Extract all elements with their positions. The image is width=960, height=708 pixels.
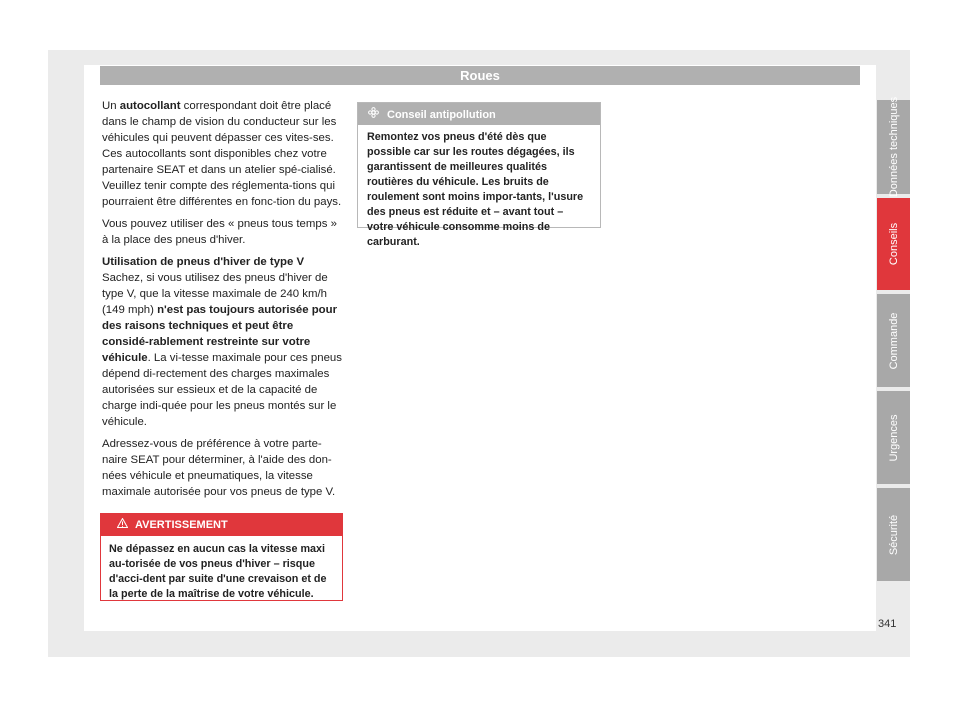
- tab-commande[interactable]: [877, 294, 910, 387]
- tab-label: Conseils: [887, 222, 900, 266]
- subheading: [102, 254, 342, 270]
- subheading-text: Utilisation de pneus d'hiver de type V: [102, 256, 305, 268]
- tab-urgences[interactable]: [877, 391, 910, 484]
- paragraph-contact: Adressez-vous de préférence à votre parte-naire SEAT pour déterminer, à l'aide des don-nées véhicule et pneumatiques, la vitesse maximale autorisée pour vos pneus de type V.: [102, 438, 336, 498]
- warning-text: Ne dépassez en aucun cas la vitesse maxi au-torisée de vos pneus d'hiver – risque d'acci-dent par suite d'une crevaison et de la perte de la maîtrise de votre véhicule.: [109, 543, 327, 600]
- tab-label: Données techniques: [887, 96, 900, 198]
- tip-title: Conseil antipollution: [387, 109, 496, 121]
- bold-warning-text: n'est pas toujours autorisée pour des raisons techniques et peut être considé-rablement restreinte sur votre véhicule: [102, 304, 338, 364]
- paragraph-text: . La vi-tesse maximale pour ces pneus dépend di-rectement des charges maximales autorisées sur essieux et de la capacité de charge indi-quée pour les pneus montés sur le véhicule.: [102, 352, 342, 428]
- warning-box: [100, 513, 343, 601]
- tab-conseils[interactable]: [877, 198, 910, 290]
- tip-text: Remontez vos pneus d'été dès que possible car sur les routes dégagées, ils garantissent de meilleures qualités routières du véhicule. Les bruits de roulement sont moins impor-tants, l'usure des pneus est réduite et – avant tout – votre véhicule consomme moins de carburant.: [367, 131, 584, 248]
- paragraph-text: correspondant doit être placé dans le champ de vision du conducteur sur les véhicules qui peuvent dépasser ces vites-ses. Ces autocollants sont disponibles chez votre partenaire SEAT et dans un atelier spé-cialisé. Veuillez tenir compte des réglementa-tions qui pourraient être différentes en fonc-tion du pays.: [102, 100, 342, 208]
- warning-triangle-icon: [117, 514, 129, 536]
- paragraph-text: Un: [102, 100, 120, 112]
- bold-term: autocollant: [119, 100, 181, 112]
- paragraph-text: Sachez, si vous utilisez des pneus d'hiver de type V, que la vitesse maximale de 240 km/h (149 mph): [102, 272, 328, 316]
- tip-box: [357, 102, 601, 248]
- page-number: 341: [878, 618, 897, 630]
- paragraph-autocollant: [102, 98, 342, 210]
- tab-securite[interactable]: [877, 488, 910, 581]
- tab-label: Urgences: [887, 413, 900, 462]
- warning-title: AVERTISSEMENT: [135, 519, 228, 531]
- tip-header: [358, 103, 600, 125]
- tab-donnees-techniques[interactable]: [877, 96, 910, 198]
- tab-label: Sécurité: [887, 514, 900, 555]
- paragraph-all-season: Vous pouvez utiliser des « pneus tous temps » à la place des pneus d'hiver.: [102, 218, 337, 246]
- warning-header: [101, 514, 342, 536]
- tab-label: Commande: [887, 312, 900, 369]
- left-column: [102, 98, 342, 506]
- eco-flower-icon: [368, 103, 379, 125]
- paragraph-type-v: [102, 270, 342, 430]
- section-header: Roues: [100, 66, 860, 85]
